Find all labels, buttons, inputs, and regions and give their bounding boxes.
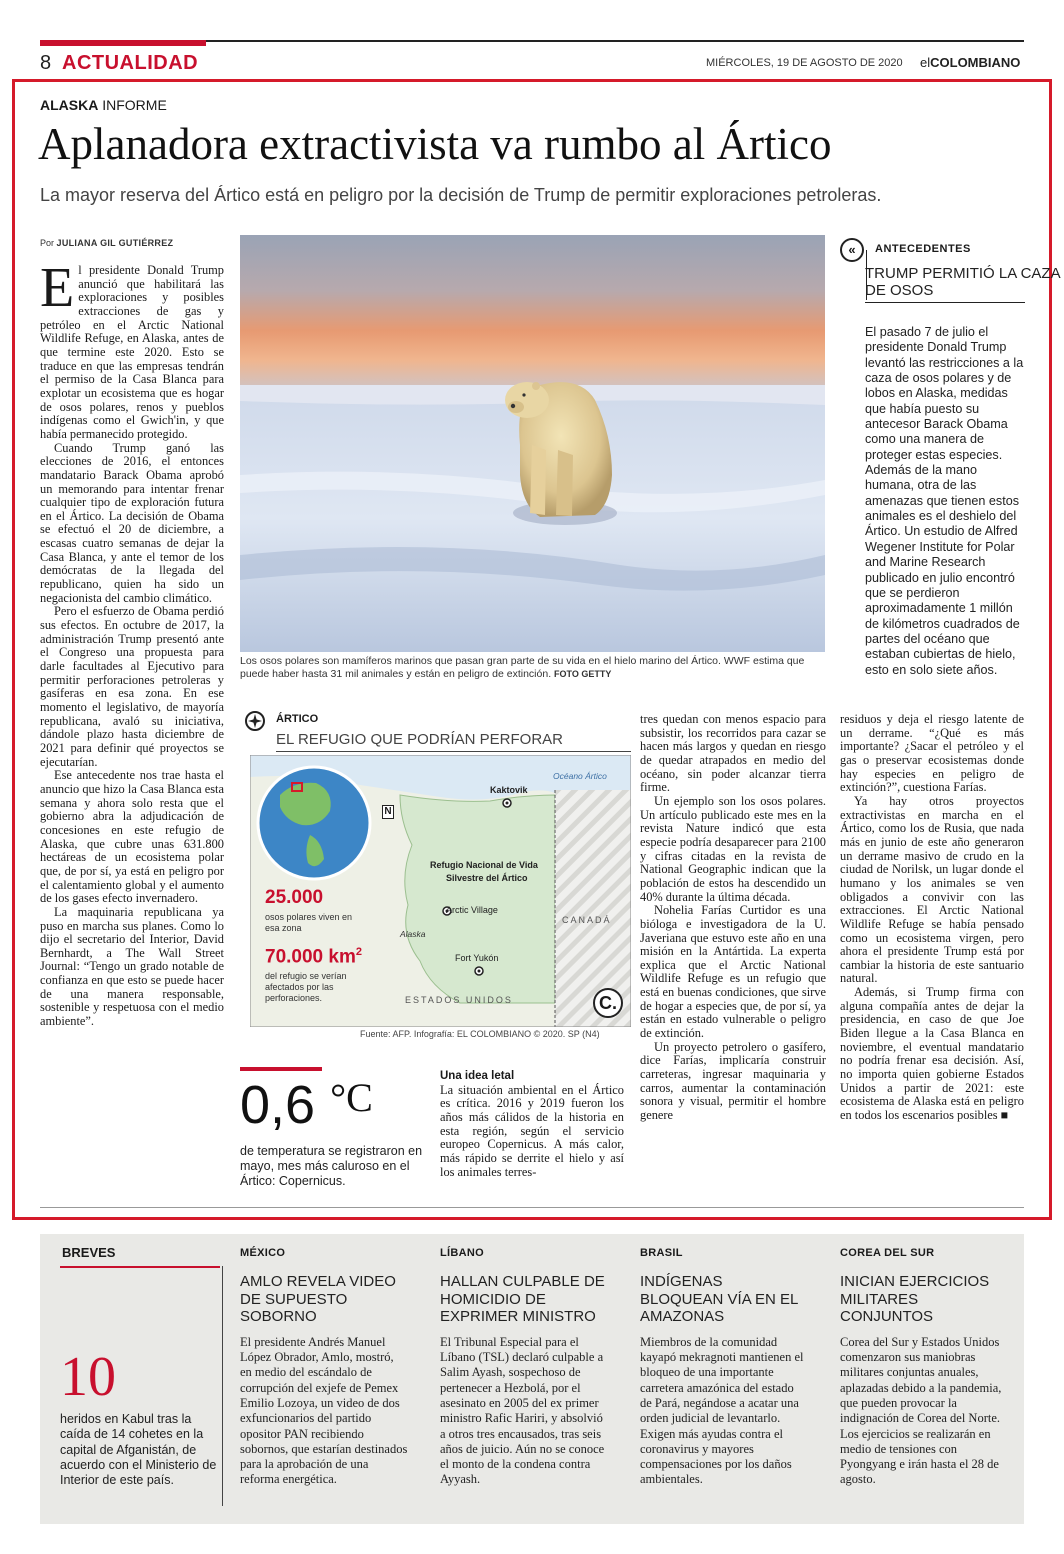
article-column-5: [840, 713, 1024, 1123]
el-colombiano-logo: C.: [593, 988, 623, 1018]
newspaper-logo: [920, 55, 1020, 70]
kicker-topic: ALASKA: [40, 97, 99, 113]
paragraph: Un proyecto petrolero o gasífero, dice Farías, implicaría construir carreteras, ingresar maquinaria y carros, aumentar la contaminación sonora y visual, permitir el hombre genere: [640, 1039, 826, 1123]
brief-brasil: [640, 1247, 808, 1488]
area-exponent: 2: [355, 946, 362, 958]
breves-number-caption: heridos en Kabul tras la caída de 14 cohetes en la capital de Afganistán, de acuerdo con el Ministerio de Interior de este país.: [60, 1412, 217, 1488]
logo-name: COLOMBIANO: [930, 55, 1021, 70]
brief-body: El Tribunal Especial para el Líbano (TSL) declaró culpable a Salim Ayash, sospechoso de pertenecer a Hezbolá, por el asesinato en 2005 del ex primer ministro Rafic Hariri, y absolvió a otros tres encausados, tras seis años de juicio. Aún no se conoce el monto de la condena contra Ayyash.: [440, 1334, 605, 1487]
temperature-stat: [240, 1074, 373, 1136]
polar-bear-image: [240, 235, 825, 652]
map-label-ocean: Océano Ártico: [553, 771, 607, 781]
map-label-alaska: Alaska: [400, 929, 426, 939]
brief-corea: [840, 1247, 1008, 1488]
map-label-refuge-2: Silvestre del Ártico: [446, 873, 528, 883]
paragraph: Ese antecedente nos trae hasta el anuncio que hizo la Casa Blanca esta semana y ahora solo resta que el gobierno abra la adjudicación de concesiones en este refugio de Alaska, que cubre unas 631.800 hectáreas de un ecosistema polar que, de por sí, ya está en peligro por el calentamiento global y el aumento de los gases efecto invernadero.: [40, 768, 224, 906]
breves-accent-rule: [60, 1266, 220, 1268]
brief-country: BRASIL: [640, 1247, 683, 1259]
paragraph: Nohelia Farías Curtidor es una bióloga e investigadora de la U. Javeriana que estuvo este año en una misión en la Antártida. La experta explica que el Arctic National Wildlife Refuge es un refugio que está en buenas condiciones, que sirve de hogar a especies que, de por sí, ya están en estado vulnerable o peligro de extinción.: [640, 903, 826, 1041]
byline: [40, 238, 173, 248]
paragraph-text: l presidente Donald Trump anunció que habilitará las exploraciones y posibles extracciones de gas y petróleo en el Arctic National Wildlife Refuge, en Alaska, antes de que termine este 2020. Esto se traduce en que las empresas tendrán el permiso de la Casa Blanca para explotar un ecosistema que es hogar de osos polares, renos y pueblos indígenas como el Gwich'in, y que había permanecido protegido.: [40, 263, 224, 441]
paragraph: La situación ambiental en el Ártico es crítica. 2016 y 2019 fueron los años más cálidos de la historia en esta región, según el servicio europeo Copernicus. A más calor, más rápido se derrite el hielo y así los animales terres-: [440, 1082, 624, 1179]
brief-country: MÉXICO: [240, 1247, 286, 1259]
temperature-caption: de temperatura se registraron en mayo, mes más caluroso en el Ártico: Copernicus.: [240, 1144, 423, 1188]
article-column-4: [640, 713, 826, 1123]
sidebar-title: TRUMP PERMITIÓ LA CAZA DE OSOS: [865, 265, 1060, 299]
brief-title: AMLO REVELA VIDEO DE SUPUESTO SOBORNO: [240, 1273, 396, 1326]
logo-prefix: el: [920, 55, 931, 70]
stat-accent-bar: [240, 1067, 322, 1071]
article-column-3: [440, 1070, 624, 1179]
map-stat-area-label: del refugio se verían afectados por las perforaciones.: [265, 971, 347, 1003]
map-stat-bears-value: 25.000: [265, 887, 324, 908]
brief-title: HALLAN CULPABLE DE HOMICIDIO DE EXPRIMER MINISTRO: [440, 1273, 605, 1326]
map-stat-bears-label: osos polares viven en esa zona: [265, 912, 353, 933]
brief-title: INDÍGENAS BLOQUEAN VÍA EN EL AMAZONAS: [640, 1273, 798, 1326]
map-label-canada: CANADÁ: [562, 915, 612, 925]
temperature-unit: °C: [330, 1075, 373, 1120]
paragraph: La maquinaria republicana ya puso en marcha sus planes. Como lo dijo el secretario del Interior, David Bernhardt, a The Wall Street Journal: “Tengo un grado notable de confianza en que esto se puede hacer de una manera responsable, sostenible y respetuosa con el medio ambiente”.: [40, 904, 224, 1029]
breves-number: 10: [60, 1346, 116, 1408]
compass-icon: [245, 711, 265, 731]
map-kicker: ÁRTICO: [276, 713, 319, 725]
paragraph: residuos y deja el riesgo latente de un derrame. “¿Qué es más importante? ¿Sacar el petróleo y el gas o preservar ecosistemas donde hay especies en peligro de extinción?”, cuestiona Farías.: [840, 712, 1024, 795]
subheadline: La mayor reserva del Ártico está en peligro por la decisión de Trump de permitir exploraciones petroleras.: [40, 185, 882, 205]
headline: Aplanadora extractivista va rumbo al Ártico: [38, 119, 832, 169]
byline-prefix: Por: [40, 238, 57, 248]
page-number: 8: [40, 52, 52, 74]
brief-body: Corea del Sur y Estados Unidos comenzaron sus maniobras militares conjuntas anuales, aplazadas debido a la pandemia, que pueden provocar la indignación de Corea del Norte. Los ejercicios se realizarán en medio de tensiones con Pyongyang e irán hasta el 28 de agosto.: [840, 1334, 1002, 1487]
sidebar-label: ANTECEDENTES: [875, 243, 971, 255]
section-name: ACTUALIDAD: [62, 52, 199, 74]
kicker-type: INFORME: [98, 97, 167, 113]
sidebar-title-rule: [865, 302, 1025, 303]
article-column-1: [40, 257, 224, 1029]
brief-body: El presidente Andrés Manuel López Obrador, Amlo, mostró, en medio del escándalo de corrupción del exjefe de Pemex Emilio Lozoya, un video de dos exfuncionarios del partido opositor PAN recibiendo sobornos, que estarían destinados para la aprobación de una reforma energética.: [240, 1334, 408, 1487]
brief-title: INICIAN EJERCICIOS MILITARES CONJUNTOS: [840, 1273, 990, 1326]
article-kicker: [40, 97, 167, 113]
north-arrow-icon: N: [382, 805, 394, 819]
brief-country: COREA DEL SUR: [840, 1247, 935, 1259]
brief-body: Miembros de la comunidad kayapó mekragnoti mantienen el bloqueo de una importante carretera amazónica del estado de Pará, negándose a acatar una orden judicial de levantarlo. Exigen más ayudas contra el coronavirus y mayores compensaciones por los daños ambientales.: [640, 1334, 804, 1487]
photo-credit: FOTO GETTY: [554, 669, 612, 679]
sidebar-body: El pasado 7 de julio el presidente Donald Trump levantó las restricciones a la caza de osos polares y de lobos en Alaska, medidas que había puesto su antecesor Barack Obama como una manera de proteger estas especies. Además de la mano humana, otra de las amenazas que tienen estos animales es el deshielo del Ártico. Un estudio de Alfred Wegener Institute for Polar and Marine Research publicado en julio encontró que se perdieron aproximadamente 1 millón de kilómetros cuadrados de partes del océano que estaban cubiertas de hielo, esto en solo siete años.: [865, 325, 1024, 677]
brief-mexico: [240, 1247, 408, 1488]
byline-author: JULIANA GIL GUTIÉRREZ: [56, 238, 174, 248]
map-title: EL REFUGIO QUE PODRÍAN PERFORAR: [276, 731, 563, 748]
refuge-map: [250, 755, 631, 1027]
breves-divider: [222, 1266, 223, 1506]
rewind-icon: «: [840, 238, 864, 262]
paragraph: Ya hay otros proyectos extractivistas en marcha en el Ártico, como los de Rusia, que nada más en junio de este año generaron un derrame masivo de crudo en la ciudad de Norilsk, un lugar donde el humano y los animales se ven obligados a convivir con las extracciones. El Arctic National Wildlife Refuge se había pensado como un ecosistema virgen, pero ahora el presidente Trump está por cambiar la historia de este santuario natural.: [840, 793, 1024, 986]
section-subtitle: Una idea letal: [440, 1070, 515, 1082]
map-label-usa: ESTADOS UNIDOS: [405, 995, 513, 1005]
paragraph: Cuando Trump ganó las elecciones de 2016, el entonces mandatario Barack Obama aprobó un memorando para intentar frenar cualquier tipo de exploración futura en el Ártico. La decisión de Obama se efectuó el 20 de diciembre, a escasas cuatro semanas de dejar la Casa Blanca, y ante el temor de los demócratas de la llegada del republicano, quien ha sido un negacionista del cambio climático.: [40, 440, 224, 605]
caption-text: Los osos polares son mamíferos marinos que pasan gran parte de su vida en el hielo marino del Ártico. WWF estima que puede haber hasta 31 mil animales y están en peligro de extinción.: [240, 655, 805, 680]
header-rule: [206, 40, 1024, 42]
compass-glyph: [247, 713, 263, 729]
map-stat-area-value: [265, 946, 362, 968]
map-label-fort-yukon: Fort Yukón: [455, 953, 499, 963]
polar-bear-photo: [240, 235, 825, 652]
photo-caption: [240, 655, 825, 681]
paragraph: tres quedan con menos espacio para subsistir, los recorridos para cazar se hacen más largos y quedan en riesgo de quedar atrapados en medio del océano, sin poder alcanzar tierra firme.: [640, 712, 826, 795]
map-title-rule: [276, 751, 631, 752]
map-label-kaktovik: Kaktovik: [490, 785, 528, 795]
area-number: 70.000 km: [265, 946, 356, 968]
paragraph: [40, 257, 224, 442]
temperature-value: 0,6: [240, 1075, 316, 1135]
breves-label: BREVES: [62, 1245, 116, 1260]
paragraph: Pero el esfuerzo de Obama perdió sus efectos. En octubre de 2017, la administración Trump presentó ante el Congreso una propuesta para darle facultades al Ejecutivo para permitir perforaciones petroleras y gasíferas en esa zona. En ese momento el legislativo, de mayoría republicana, avaló su iniciativa, dándole plazo hasta diciembre de 2021 para definir qué proyectos se ejecutarían.: [40, 604, 224, 769]
paragraph: Un ejemplo son los osos polares. Un artículo publicado este mes en la revista Nature indicó que esta especie podría desaparecer para 2100 y cifras citadas en la revista de National Geographic indican que la población de estos ha descendido un 40% durante la última década.: [640, 793, 826, 904]
dropcap: E: [40, 257, 75, 319]
map-label-refuge-1: Refugio Nacional de Vida: [430, 860, 538, 870]
section-divider: [40, 1207, 1024, 1208]
issue-date: MIÉRCOLES, 19 DE AGOSTO DE 2020: [706, 57, 903, 69]
paragraph: Además, si Trump firma con alguna compañía antes de dejar la presidencia, en caso de que Joe Biden llegue a la Casa Blanca en noviembre, el eventual mandatario no podría frenar esa decisión. Así, no importa quien gobierne Estados Unidos a partir de 2021: este ecosistema de Alaska está en peligro en todos los escenarios posibles ■: [840, 985, 1024, 1123]
brief-country: LÍBANO: [440, 1247, 484, 1259]
brief-libano: [440, 1247, 610, 1488]
map-label-arctic-village: Arctic Village: [446, 905, 498, 915]
header-accent-bar: [40, 40, 206, 46]
map-source: Fuente: AFP. Infografía: EL COLOMBIANO © 2020. SP (N4): [360, 1029, 600, 1039]
